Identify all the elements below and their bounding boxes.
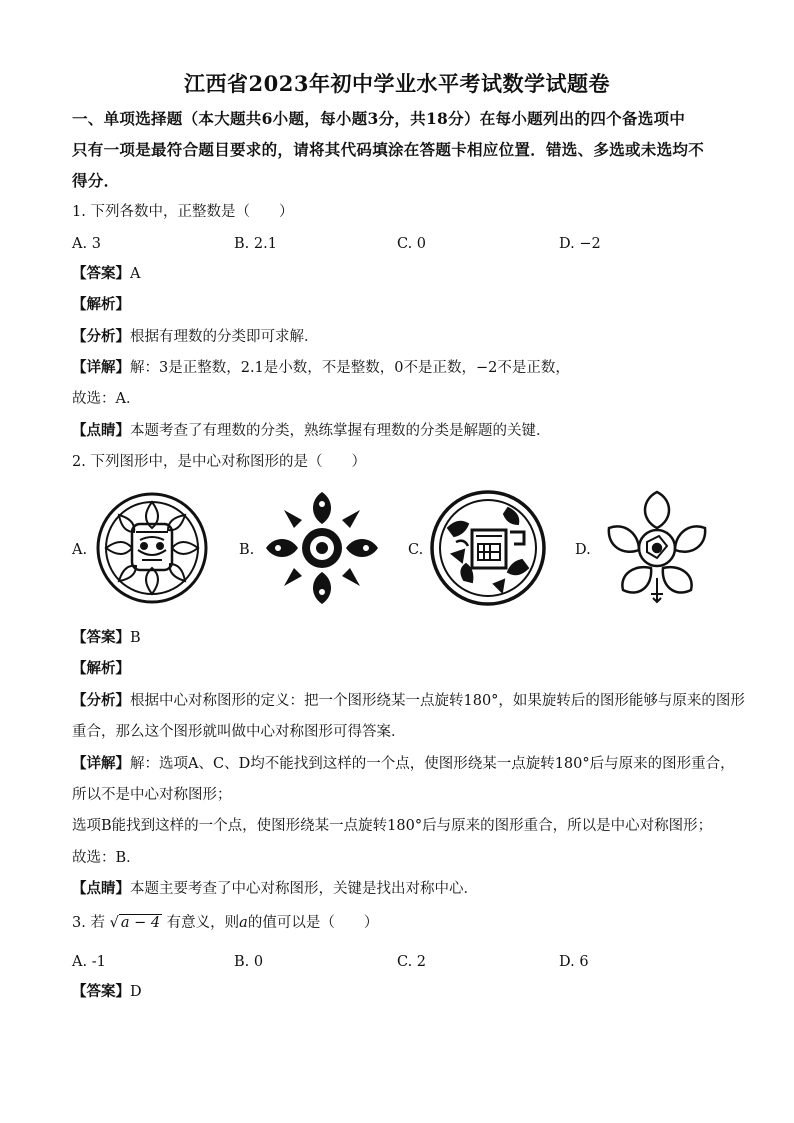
page-title: 江西省2023年初中学业水平考试数学试题卷 bbox=[184, 71, 610, 96]
answer-tag: 【答案】 bbox=[72, 265, 130, 282]
q2-fenxi-line1 bbox=[72, 692, 745, 709]
q3-option-c: C. 2 bbox=[397, 954, 427, 970]
dianjing-tag: 【点睛】 bbox=[72, 422, 130, 439]
q2-xiangjie-line3: 选项B能找到这样的一个点，使图形绕某一点旋转180°后与原来的图形重合，所以是中心对称图形； bbox=[72, 818, 713, 834]
q3-stem-prefix: 3. 若 bbox=[72, 915, 105, 931]
q3-variable: a bbox=[239, 915, 248, 931]
q2-option-c-label: C. bbox=[408, 542, 424, 558]
xiangjie-tag: 【详解】 bbox=[72, 359, 130, 376]
q2-dianjing bbox=[72, 882, 722, 897]
q3-stem-mid: 有意义，则 bbox=[166, 915, 240, 931]
q3-radicand: a − 4 bbox=[120, 915, 161, 931]
q1-option-a: A. 3 bbox=[72, 236, 101, 252]
q1-conclusion: 故选：A． bbox=[72, 391, 141, 407]
q2-conclusion: 故选：B． bbox=[72, 850, 141, 866]
xiangjie-tag: 【详解】 bbox=[72, 755, 130, 772]
q1-option-c: C. 0 bbox=[397, 236, 427, 252]
q2-xiangjie-line1 bbox=[72, 755, 735, 772]
dianjing-tag: 【点睛】 bbox=[72, 880, 130, 897]
section-instructions-line3: 得分． bbox=[72, 171, 120, 190]
q2-figure-c bbox=[428, 488, 548, 608]
q2-figure-a bbox=[92, 488, 212, 608]
answer-tag: 【答案】 bbox=[72, 983, 130, 1000]
fenxi-tag: 【分析】 bbox=[72, 692, 130, 709]
q1-option-d: D. −2 bbox=[559, 236, 601, 252]
q1-xiangjie bbox=[72, 361, 722, 376]
q3-option-b: B. 0 bbox=[234, 954, 264, 970]
q1-analysis-header bbox=[72, 298, 722, 313]
q2-figure-d bbox=[597, 488, 717, 608]
q2-fenxi-line2: 重合，那么这个图形就叫做中心对称图形可得答案． bbox=[72, 724, 406, 740]
q1-dianjing bbox=[72, 424, 722, 439]
section-instructions-line1: 一、单项选择题（本大题共6小题，每小题3分，共18分）在每小题列出的四个备选项中 bbox=[72, 109, 686, 128]
q2-analysis-header bbox=[72, 662, 722, 677]
q3-option-a: A. -1 bbox=[72, 954, 106, 970]
q1-xiangjie-text: 解：3是正整数，2.1是小数，不是整数，0不是正数，−2不是正数， bbox=[130, 360, 570, 376]
q2-answer bbox=[72, 631, 722, 646]
q1-fenxi bbox=[72, 330, 722, 345]
analysis-tag: 【解析】 bbox=[72, 660, 130, 677]
q1-answer bbox=[72, 267, 722, 282]
q2-option-a-label: A. bbox=[72, 542, 88, 558]
q3-stem-suffix: 的值可以是（ ） bbox=[247, 915, 379, 931]
q2-xiangjie-text-1: 解：选项A、C、D均不能找到这样的一个点，使图形绕某一点旋转180°后与原来的图形重合， bbox=[130, 756, 735, 772]
q1-stem: 1. 下列各数中，正整数是（ ） bbox=[72, 204, 294, 220]
q2-answer-value: B bbox=[130, 630, 141, 646]
answer-tag: 【答案】 bbox=[72, 629, 130, 646]
q1-dianjing-text: 本题考查了有理数的分类，熟练掌握有理数的分类是解题的关键． bbox=[130, 423, 551, 439]
q2-xiangjie-line2: 所以不是中心对称图形； bbox=[72, 787, 232, 803]
q1-answer-value: A bbox=[130, 266, 141, 282]
q3-option-d: D. 6 bbox=[559, 954, 589, 970]
q3-answer-value: D bbox=[130, 984, 142, 1000]
analysis-tag: 【解析】 bbox=[72, 296, 130, 313]
q1-fenxi-text: 根据有理数的分类即可求解． bbox=[130, 329, 319, 345]
q2-figures bbox=[72, 488, 722, 608]
section-instructions-line2: 只有一项是最符合题目要求的，请将其代码填涂在答题卡相应位置．错选、多选或未选均不 bbox=[72, 140, 705, 159]
q2-option-b-label: B. bbox=[239, 542, 255, 558]
q3-sqrt-expression: √ a − 4 bbox=[109, 915, 161, 931]
q1-option-b: B. 2.1 bbox=[234, 236, 277, 252]
q3-answer bbox=[72, 985, 722, 1000]
q2-stem: 2. 下列图形中，是中心对称图形的是（ ） bbox=[72, 454, 366, 470]
q2-dianjing-text: 本题主要考查了中心对称图形，关键是找出对称中心． bbox=[130, 881, 478, 897]
q2-figure-b bbox=[262, 488, 382, 608]
q2-fenxi-text-1: 根据中心对称图形的定义：把一个图形绕某一点旋转180°，如果旋转后的图形能够与原来的图形 bbox=[130, 693, 745, 709]
q3-stem bbox=[72, 916, 722, 931]
q2-option-d-label: D. bbox=[575, 542, 591, 558]
fenxi-tag: 【分析】 bbox=[72, 328, 130, 345]
